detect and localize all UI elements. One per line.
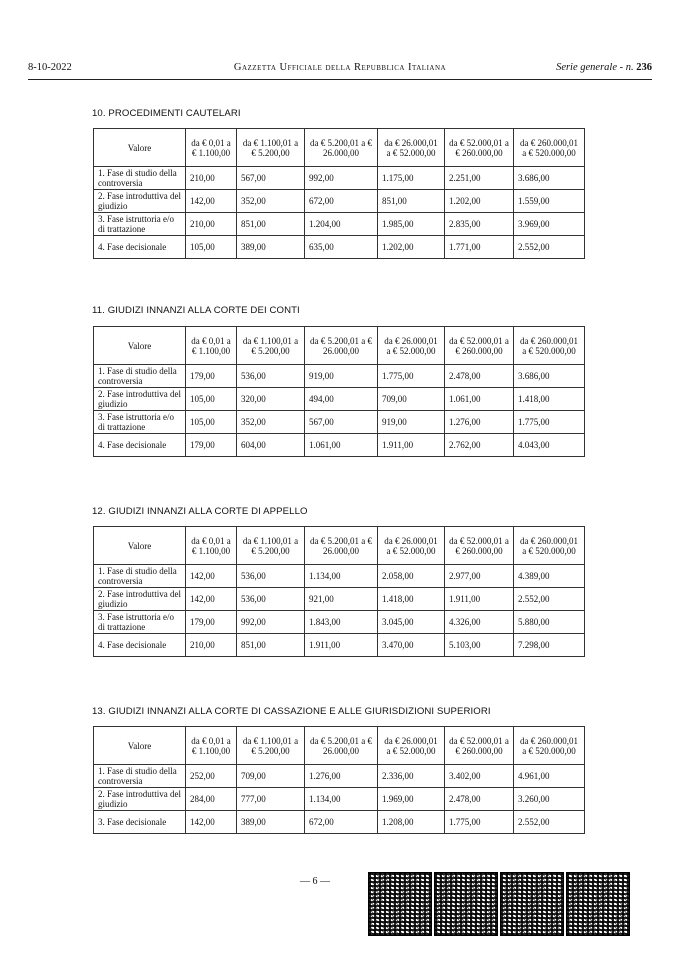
fee-value: 1.775,00 bbox=[514, 411, 585, 434]
column-header: da € 1.100,01 a € 5.200,00 bbox=[237, 727, 305, 765]
qr-code-icon bbox=[500, 872, 564, 936]
fee-value: 352,00 bbox=[237, 411, 305, 434]
fee-value: 4.326,00 bbox=[445, 611, 514, 634]
column-header: da € 52.000,01 a € 260.000,00 bbox=[445, 727, 514, 765]
fee-value: 1.418,00 bbox=[378, 588, 445, 611]
table-header-row bbox=[94, 727, 585, 765]
fee-value: 921,00 bbox=[305, 588, 378, 611]
fee-value: 672,00 bbox=[305, 190, 378, 213]
fee-value: 2.552,00 bbox=[514, 588, 585, 611]
fee-value: 5.103,00 bbox=[445, 634, 514, 657]
fee-value: 2.058,00 bbox=[378, 565, 445, 588]
column-header: da € 0,01 a € 1.100,00 bbox=[186, 327, 237, 365]
row-label: 3. Fase istruttoria e/o di trattazione bbox=[94, 611, 186, 634]
page-number: — 6 — bbox=[300, 876, 330, 887]
column-header: da € 52.000,01 a € 260.000,00 bbox=[445, 129, 514, 167]
row-label: 1. Fase di studio della controversia bbox=[94, 365, 186, 388]
fee-value: 142,00 bbox=[186, 190, 237, 213]
column-header: Valore bbox=[94, 129, 186, 167]
fee-table bbox=[93, 326, 585, 457]
fee-value: 320,00 bbox=[237, 388, 305, 411]
fee-value: 1.134,00 bbox=[305, 788, 378, 811]
fee-table bbox=[93, 128, 585, 259]
fee-value: 2.835,00 bbox=[445, 213, 514, 236]
table-row bbox=[94, 811, 585, 834]
section-title: 11. GIUDIZI INNANZI ALLA CORTE DEI CONTI bbox=[92, 305, 300, 316]
fee-value: 3.470,00 bbox=[378, 634, 445, 657]
column-header: da € 260.000,01 a € 520.000,00 bbox=[514, 727, 585, 765]
column-header: da € 26.000,01 a € 52.000,00 bbox=[378, 727, 445, 765]
fee-value: 2.478,00 bbox=[445, 788, 514, 811]
page-header bbox=[28, 60, 652, 78]
column-header: Valore bbox=[94, 727, 186, 765]
fee-value: 567,00 bbox=[305, 411, 378, 434]
fee-value: 2.251,00 bbox=[445, 167, 514, 190]
fee-value: 3.686,00 bbox=[514, 365, 585, 388]
row-label: 2. Fase introduttiva del giudizio bbox=[94, 588, 186, 611]
column-header: da € 260.000,01 a € 520.000,00 bbox=[514, 129, 585, 167]
fee-value: 709,00 bbox=[378, 388, 445, 411]
fee-value: 142,00 bbox=[186, 811, 237, 834]
qr-code-icon bbox=[368, 872, 432, 936]
fee-value: 4.043,00 bbox=[514, 434, 585, 457]
table-row bbox=[94, 190, 585, 213]
fee-value: 2.552,00 bbox=[514, 236, 585, 259]
row-label: 2. Fase introduttiva del giudizio bbox=[94, 190, 186, 213]
table-header-row bbox=[94, 129, 585, 167]
fee-value: 1.276,00 bbox=[445, 411, 514, 434]
fee-value: 1.911,00 bbox=[305, 634, 378, 657]
fee-value: 1.911,00 bbox=[445, 588, 514, 611]
fee-value: 1.061,00 bbox=[445, 388, 514, 411]
table-header-row bbox=[94, 527, 585, 565]
row-label: 3. Fase decisionale bbox=[94, 811, 186, 834]
fee-value: 179,00 bbox=[186, 434, 237, 457]
header-series-label: Serie generale - n. bbox=[556, 62, 634, 73]
fee-value: 1.202,00 bbox=[445, 190, 514, 213]
row-label: 3. Fase istruttoria e/o di trattazione bbox=[94, 411, 186, 434]
column-header: da € 0,01 a € 1.100,00 bbox=[186, 727, 237, 765]
fee-value: 3.969,00 bbox=[514, 213, 585, 236]
fee-value: 567,00 bbox=[237, 167, 305, 190]
column-header: da € 26.000,01 a € 52.000,00 bbox=[378, 129, 445, 167]
column-header: da € 52.000,01 a € 260.000,00 bbox=[445, 327, 514, 365]
fee-value: 1.843,00 bbox=[305, 611, 378, 634]
fee-value: 536,00 bbox=[237, 588, 305, 611]
fee-value: 3.686,00 bbox=[514, 167, 585, 190]
fee-value: 7.298,00 bbox=[514, 634, 585, 657]
column-header: da € 0,01 a € 1.100,00 bbox=[186, 527, 237, 565]
fee-value: 2.762,00 bbox=[445, 434, 514, 457]
fee-value: 604,00 bbox=[237, 434, 305, 457]
fee-value: 1.134,00 bbox=[305, 565, 378, 588]
table-row bbox=[94, 611, 585, 634]
row-label: 4. Fase decisionale bbox=[94, 236, 186, 259]
section-title: 13. GIUDIZI INNANZI ALLA CORTE DI CASSAZIONE E ALLE GIURISDIZIONI SUPERIORI bbox=[92, 706, 491, 717]
header-journal-title: Gazzetta Ufficiale della Repubblica Italiana bbox=[233, 62, 447, 73]
fee-value: 352,00 bbox=[237, 190, 305, 213]
column-header: Valore bbox=[94, 327, 186, 365]
column-header: da € 26.000,01 a € 52.000,00 bbox=[378, 527, 445, 565]
header-series bbox=[556, 62, 652, 73]
fee-value: 389,00 bbox=[237, 811, 305, 834]
table-row bbox=[94, 434, 585, 457]
row-label: 3. Fase istruttoria e/o di trattazione bbox=[94, 213, 186, 236]
column-header: Valore bbox=[94, 527, 186, 565]
column-header: da € 5.200,01 a € 26.000,00 bbox=[305, 129, 378, 167]
table-row bbox=[94, 788, 585, 811]
table-header-row bbox=[94, 327, 585, 365]
column-header: da € 1.100,01 a € 5.200,00 bbox=[237, 129, 305, 167]
fee-value: 2.977,00 bbox=[445, 565, 514, 588]
row-label: 2. Fase introduttiva del giudizio bbox=[94, 388, 186, 411]
column-header: da € 5.200,01 a € 26.000,00 bbox=[305, 727, 378, 765]
table-row bbox=[94, 167, 585, 190]
fee-value: 536,00 bbox=[237, 365, 305, 388]
fee-value: 142,00 bbox=[186, 565, 237, 588]
fee-value: 992,00 bbox=[305, 167, 378, 190]
fee-value: 1.175,00 bbox=[378, 167, 445, 190]
fee-value: 1.775,00 bbox=[378, 365, 445, 388]
fee-value: 142,00 bbox=[186, 588, 237, 611]
header-series-number: 236 bbox=[636, 62, 652, 73]
fee-value: 105,00 bbox=[186, 388, 237, 411]
fee-value: 5.880,00 bbox=[514, 611, 585, 634]
fee-value: 536,00 bbox=[237, 565, 305, 588]
fee-value: 210,00 bbox=[186, 213, 237, 236]
fee-value: 105,00 bbox=[186, 411, 237, 434]
fee-value: 3.402,00 bbox=[445, 765, 514, 788]
fee-value: 210,00 bbox=[186, 634, 237, 657]
fee-value: 709,00 bbox=[237, 765, 305, 788]
column-header: da € 1.100,01 a € 5.200,00 bbox=[237, 327, 305, 365]
fee-value: 2.552,00 bbox=[514, 811, 585, 834]
table-row bbox=[94, 588, 585, 611]
fee-table bbox=[93, 526, 585, 657]
fee-value: 919,00 bbox=[305, 365, 378, 388]
fee-value: 1.202,00 bbox=[378, 236, 445, 259]
column-header: da € 5.200,01 a € 26.000,00 bbox=[305, 327, 378, 365]
fee-value: 635,00 bbox=[305, 236, 378, 259]
table-row bbox=[94, 565, 585, 588]
fee-value: 389,00 bbox=[237, 236, 305, 259]
column-header: da € 26.000,01 a € 52.000,00 bbox=[378, 327, 445, 365]
fee-table bbox=[93, 726, 585, 834]
fee-value: 672,00 bbox=[305, 811, 378, 834]
fee-value: 179,00 bbox=[186, 611, 237, 634]
table-row bbox=[94, 388, 585, 411]
fee-value: 1.559,00 bbox=[514, 190, 585, 213]
fee-value: 3.260,00 bbox=[514, 788, 585, 811]
fee-value: 777,00 bbox=[237, 788, 305, 811]
fee-value: 210,00 bbox=[186, 167, 237, 190]
fee-value: 1.911,00 bbox=[378, 434, 445, 457]
row-label: 4. Fase decisionale bbox=[94, 434, 186, 457]
fee-value: 284,00 bbox=[186, 788, 237, 811]
fee-value: 1.775,00 bbox=[445, 811, 514, 834]
section-title: 12. GIUDIZI INNANZI ALLA CORTE DI APPELLO bbox=[92, 506, 308, 517]
fee-value: 2.478,00 bbox=[445, 365, 514, 388]
fee-value: 3.045,00 bbox=[378, 611, 445, 634]
fee-value: 919,00 bbox=[378, 411, 445, 434]
fee-value: 2.336,00 bbox=[378, 765, 445, 788]
fee-value: 1.204,00 bbox=[305, 213, 378, 236]
column-header: da € 260.000,01 a € 520.000,00 bbox=[514, 327, 585, 365]
table-row bbox=[94, 236, 585, 259]
fee-value: 179,00 bbox=[186, 365, 237, 388]
section-title: 10. PROCEDIMENTI CAUTELARI bbox=[92, 108, 241, 119]
column-header: da € 260.000,01 a € 520.000,00 bbox=[514, 527, 585, 565]
fee-value: 1.418,00 bbox=[514, 388, 585, 411]
fee-value: 1.276,00 bbox=[305, 765, 378, 788]
fee-value: 105,00 bbox=[186, 236, 237, 259]
fee-value: 1.208,00 bbox=[378, 811, 445, 834]
fee-value: 252,00 bbox=[186, 765, 237, 788]
fee-value: 1.985,00 bbox=[378, 213, 445, 236]
qr-code-icon bbox=[434, 872, 498, 936]
table-row bbox=[94, 411, 585, 434]
table-row bbox=[94, 765, 585, 788]
fee-value: 1.969,00 bbox=[378, 788, 445, 811]
header-date: 8-10-2022 bbox=[28, 62, 72, 73]
fee-value: 851,00 bbox=[237, 213, 305, 236]
column-header: da € 5.200,01 a € 26.000,00 bbox=[305, 527, 378, 565]
fee-value: 1.771,00 bbox=[445, 236, 514, 259]
row-label: 2. Fase introduttiva del giudizio bbox=[94, 788, 186, 811]
fee-value: 851,00 bbox=[237, 634, 305, 657]
row-label: 1. Fase di studio della controversia bbox=[94, 565, 186, 588]
column-header: da € 1.100,01 a € 5.200,00 bbox=[237, 527, 305, 565]
table-row bbox=[94, 634, 585, 657]
fee-value: 992,00 bbox=[237, 611, 305, 634]
column-header: da € 52.000,01 a € 260.000,00 bbox=[445, 527, 514, 565]
fee-value: 494,00 bbox=[305, 388, 378, 411]
row-label: 4. Fase decisionale bbox=[94, 634, 186, 657]
table-row bbox=[94, 213, 585, 236]
row-label: 1. Fase di studio della controversia bbox=[94, 167, 186, 190]
qr-code-icon bbox=[566, 872, 630, 936]
header-rule bbox=[28, 79, 652, 80]
table-row bbox=[94, 365, 585, 388]
fee-value: 4.961,00 bbox=[514, 765, 585, 788]
fee-value: 4.389,00 bbox=[514, 565, 585, 588]
row-label: 1. Fase di studio della controversia bbox=[94, 765, 186, 788]
fee-value: 1.061,00 bbox=[305, 434, 378, 457]
column-header: da € 0,01 a € 1.100,00 bbox=[186, 129, 237, 167]
fee-value: 851,00 bbox=[378, 190, 445, 213]
